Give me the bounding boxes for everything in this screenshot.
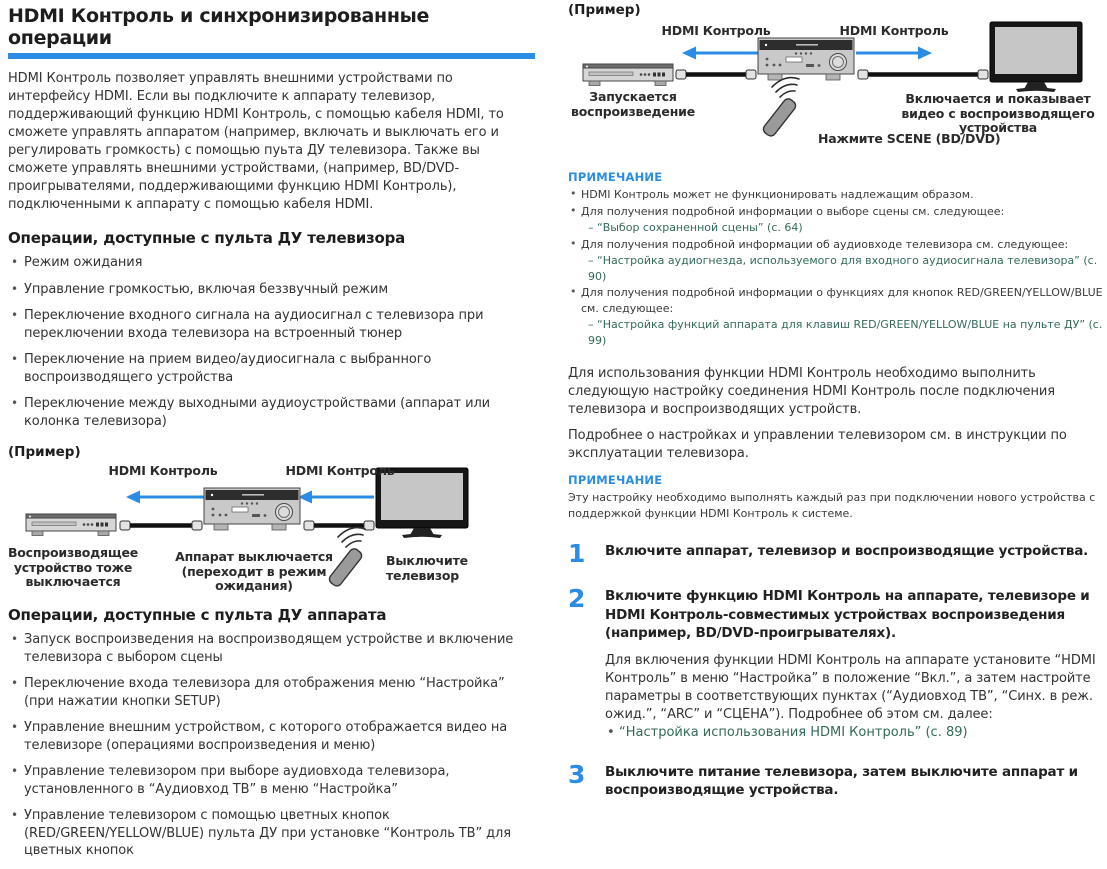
hdmi-control-label: HDMI Контроль (661, 23, 771, 38)
step-row-1 (568, 539, 1107, 568)
hdmi-control-arrow-left-2 (298, 491, 374, 504)
list-item: • Управление телевизором с помощью цветных кнопок (RED/GREEN/YELLOW/BLUE) пульта ДУ при установке “Контроль ТВ” для цветных кнопок (8, 807, 535, 860)
step-number: 3 (568, 759, 586, 789)
receiver-icon (758, 38, 854, 80)
section-heading-unit-remote: Операции, доступные с пульта ДУ аппарата (8, 606, 387, 624)
receiver-caption: Аппарат выключается (переходит в режим ожидания) (175, 549, 333, 593)
note-item: • Для получения подробной информации о функциях для кнопок RED/GREEN/YELLOW/BLUE см. следующее: (568, 285, 1107, 316)
step-number: 1 (568, 539, 586, 568)
hdmi-control-label: HDMI Контроль (839, 23, 949, 38)
left-column (8, 5, 535, 869)
hdmi-control-arrow-left (682, 47, 758, 60)
hdmi-scene-diagram (568, 22, 1107, 164)
list-item: • Управление внешним устройством, с которого отображается видео на телевизоре (операциями воспроизведения и меню) (8, 719, 535, 754)
right-column (568, 2, 1107, 800)
list-item: • Переключение на прием видео/аудиосигнала с выбранного воспроизводящего устройства (8, 351, 535, 386)
hdmi-cable-icon (120, 521, 202, 530)
tv-caption: Включается и показывает видео с воспроизводящего устройства (901, 91, 1095, 135)
hdmi-control-label: HDMI Контроль (285, 463, 395, 478)
player-icon (583, 64, 673, 86)
note-item: • Для получения подробной информации о выборе сцены см. следующее: (568, 204, 1107, 220)
note-link[interactable]: – “Выбор сохраненной сцены” (с. 64) (588, 221, 803, 234)
note-text: Эту настройку необходимо выполнять каждый раз при подключении нового устройства с поддержкой функции HDMI Контроль к системе. (568, 491, 1096, 520)
note-block-2 (568, 473, 1107, 521)
setup-paragraph-2: Подробнее о настройках и управлении телевизором см. в инструкции по эксплуатации телевизора. (568, 428, 1067, 461)
example-heading-left: (Пример) (8, 444, 81, 460)
list-item: • Переключение между выходными аудиоустройствами (аппарат или колонка телевизора) (8, 395, 535, 430)
hdmi-control-arrow-right (856, 47, 932, 60)
note-heading: ПРИМЕЧАНИЕ (568, 473, 663, 487)
unit-remote-operations-list (8, 631, 535, 860)
player-icon (26, 514, 116, 536)
step-link[interactable]: • “Настройка использования HDMI Контроль” (с. 89) (605, 724, 1107, 742)
note-block-1 (568, 170, 1107, 348)
section-heading-tv-remote: Операции, доступные с пульта ДУ телевизора (8, 229, 406, 247)
step-row-2 (568, 584, 1107, 742)
note-heading: ПРИМЕЧАНИЕ (568, 170, 663, 184)
list-item: • Режим ожидания (8, 254, 535, 272)
step-row-3 (568, 759, 1107, 800)
intro-paragraph: HDMI Контроль позволяет управлять внешними устройствами по интерфейсу HDMI. Если вы подключите к аппарату телевизор, поддерживающий функцию HDMI Контроль, с помощью кабеля HDMI, то сможете управлять аппаратом (например, включать и выключать его и регулировать громкость) с помощью пуьта ДУ телевизора. Также вы сможете управлять внешними устройствами, (например, BD/DVD-проигрывателями, поддерживающими функцию HDMI Контроль), подключенными к аппарату с помощью кабеля HDMI. (8, 71, 504, 212)
step-title: Включите аппарат, телевизор и воспроизводящие устройства. (605, 543, 1089, 559)
hdmi-control-arrow-left-1 (126, 491, 204, 504)
hdmi-power-off-diagram (8, 464, 535, 594)
remote-caption: Нажмите SCENE (BD/DVD) (818, 131, 1001, 146)
page-title: HDMI Контроль и синхронизированные операции (8, 5, 430, 49)
hdmi-cable-icon (858, 70, 988, 79)
remote-caption: Выключите телевизор (386, 553, 468, 583)
player-caption: Запускается воспроизведение (571, 89, 695, 119)
hdmi-control-label: HDMI Контроль (108, 463, 218, 478)
player-caption: Воспроизводящее устройство тоже выключается (7, 545, 139, 589)
tv-remote-operations-list (8, 254, 535, 430)
list-item: • Запуск воспроизведения на воспроизводящем устройстве и включение телевизора с выбором сцены (8, 631, 535, 666)
note-link[interactable]: – “Настройка функций аппарата для клавиш RED/GREEN/YELLOW/BLUE на пульте ДУ” (с. 99) (588, 318, 1103, 347)
list-item: • Переключение входного сигнала на аудиосигнал с телевизора при переключении входа телевизора на встроенный тюнер (8, 307, 535, 342)
step-number: 2 (568, 584, 586, 613)
step-title: Выключите питание телевизора, затем выключите аппарат и воспроизводящие устройства. (605, 763, 1078, 798)
step-body: Для включения функции HDMI Контроль на аппарате установите “HDMI Контроль” в меню “Настройка” в положение “Вкл.”, а затем настройте параметры в соответствующих пунктах (“Аудиовход ТВ”, “Синх. в реж. ожид.”, “ARC” и “СЦЕНА”). Подробнее об этом см. далее: (605, 652, 1096, 722)
remote-icon (761, 78, 799, 138)
list-item: • Управление громкостью, включая беззвучный режим (8, 281, 535, 299)
note-item: • Для получения подробной информации об аудиовходе телевизора см. следующее: (568, 237, 1107, 253)
note-link[interactable]: – “Настройка аудиогнезда, используемого для входного аудиосигнала телевизора” (с. 90) (588, 254, 1098, 283)
list-item: • Управление телевизором при выборе аудиовхода телевизора, установленного в “Аудиовход ТВ” в меню “Настройка” (8, 763, 535, 798)
tv-icon (376, 468, 468, 538)
tv-icon (990, 22, 1082, 92)
step-title: Включите функцию HDMI Контроль на аппарате, телевизоре и HDMI Контроль-совместимых устройствах воспроизведения (например, BD/DVD-проигрывателях). (605, 588, 1090, 641)
setup-paragraph-1: Для использования функции HDMI Контроль необходимо выполнить следующую настройку соединения HDMI Контроль после подключения телевизора и воспроизводящих устройств. (568, 366, 1055, 417)
steps-list (568, 539, 1107, 800)
title-underline (8, 53, 535, 59)
example-heading-right: (Пример) (568, 2, 641, 18)
receiver-icon (204, 488, 300, 530)
note-item: • HDMI Контроль может не функционировать надлежащим образом. (568, 187, 1107, 203)
hdmi-cable-icon (676, 70, 756, 79)
list-item: • Переключение входа телевизора для отображения меню “Настройка” (при нажатии кнопки SETUP) (8, 675, 535, 710)
